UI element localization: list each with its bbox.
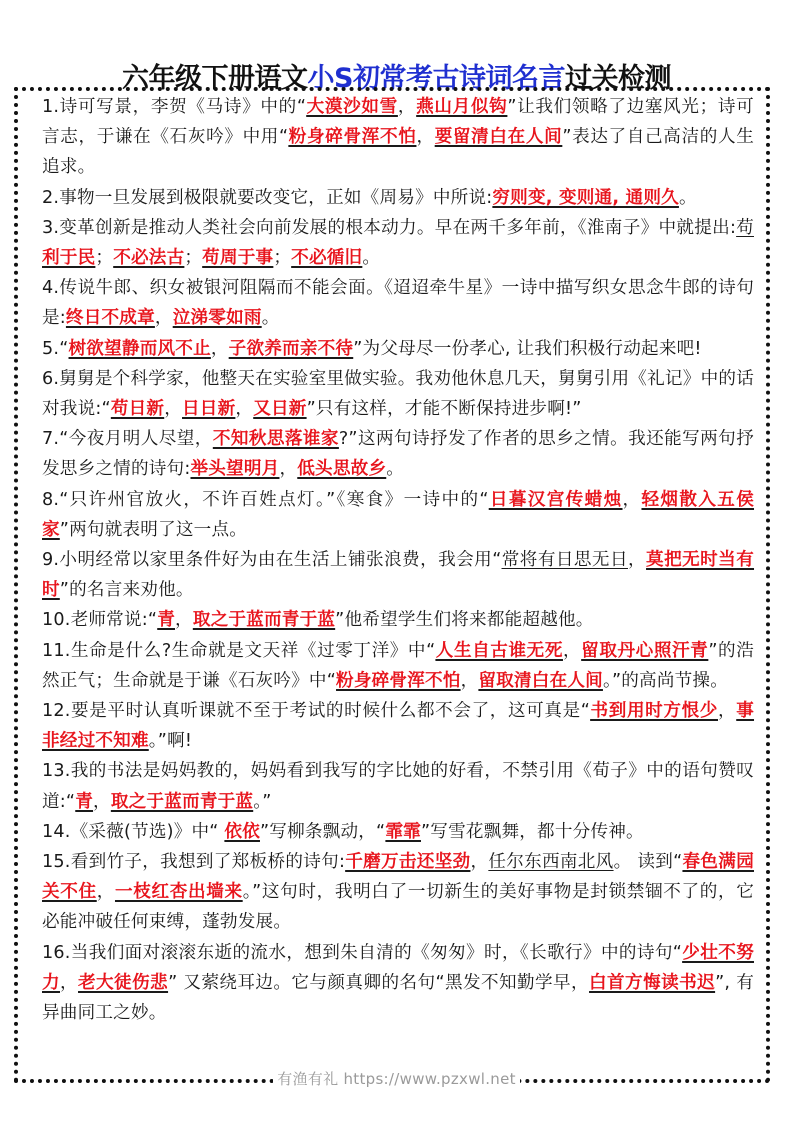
answer-highlight: 不知秋思落谁家 — [212, 429, 339, 450]
question-text: ”让我们领略了边塞风光；诗可言志，于谦在《石灰吟》中用“ — [42, 97, 754, 148]
question-text: ， — [460, 670, 479, 691]
given-underlined-text: 任尔东西南北风 — [488, 852, 614, 873]
title-suffix: 过关检测 — [564, 63, 671, 95]
given-underlined-text: 常将有日思无日 — [501, 550, 628, 571]
answer-highlight: 千磨万击还坚劲 — [345, 852, 471, 873]
question-text: 。 — [386, 459, 405, 480]
question-text: 。 — [678, 187, 697, 208]
question-item — [42, 605, 754, 635]
answer-highlight: 依依 — [224, 821, 260, 842]
answer-highlight: 青 — [157, 610, 176, 631]
question-text: ， — [164, 399, 183, 420]
question-number: 4. — [42, 278, 60, 299]
question-text: ， — [562, 640, 582, 661]
answer-highlight: 留取丹心照汗青 — [581, 640, 709, 661]
question-text: ， — [60, 972, 79, 993]
question-item — [42, 92, 754, 183]
title-accent: 小S初常考古诗词名言 — [307, 63, 565, 95]
question-number: 14. — [42, 821, 71, 842]
question-text: “今夜月明人尽望， — [59, 429, 213, 450]
answer-highlight: 要留清白在人间 — [434, 127, 563, 148]
question-item — [42, 485, 754, 545]
question-text: 变革创新是推动人类社会向前发展的根本动力。早在两千多年前，《淮南子》中就提出: — [59, 217, 737, 238]
question-text: 。”这句时，我明白了一切新生的美好事物是封锁禁锢不了的，它必能冲破任何束缚，蓬勃发展。 — [42, 882, 754, 933]
question-number: 10. — [42, 610, 71, 631]
question-item — [42, 334, 754, 364]
question-text: ， — [93, 791, 111, 812]
question-text: ”的名言来劝他。 — [59, 580, 194, 601]
answer-highlight: 老大徒伤悲 — [78, 972, 169, 993]
question-text: 。 读到“ — [613, 852, 683, 873]
answer-highlight: 日日新 — [182, 399, 236, 420]
question-text: ”只有这样，才能不断保持进步啊!” — [306, 399, 582, 420]
question-text: 诗可写景，李贺《马诗》中的“ — [59, 97, 307, 117]
answer-highlight: 低头思故乡 — [297, 459, 387, 480]
question-text: 。”啊! — [148, 731, 193, 752]
question-text: ?”这两句诗抒发了作者的思乡之情。我还能写两句抒发思乡之情的诗句: — [42, 429, 754, 480]
watermark — [0, 1068, 793, 1089]
question-text: ， — [416, 127, 435, 148]
question-text: ， — [397, 97, 417, 117]
question-list — [42, 92, 754, 1028]
question-text: “ — [59, 338, 69, 359]
question-text: 。 — [261, 308, 280, 329]
question-number: 13. — [42, 761, 71, 782]
question-number: 15. — [42, 852, 71, 873]
answer-highlight: 粉身碎骨浑不怕 — [336, 670, 461, 691]
question-item — [42, 756, 754, 816]
question-text: 。 — [362, 248, 381, 269]
answer-highlight: 事非经过不知难 — [42, 701, 755, 752]
question-text: 当我们面对滚滚东逝的流水，想到朱自清的《匆匆》时，《长歌行》中的诗句“ — [70, 942, 683, 963]
question-text: ， — [622, 489, 642, 510]
question-item — [42, 183, 754, 213]
answer-highlight: 日暮汉宫传蜡烛 — [488, 489, 623, 510]
question-text: 舅舅是个科学家，他整天在实验室里做实验。我劝他休息几天，舅舅引用《礼记》中的话对我说:“ — [42, 368, 754, 420]
answer-highlight: 泣涕零如雨 — [172, 308, 262, 329]
question-item — [42, 636, 754, 696]
question-text: ， — [210, 338, 229, 359]
question-text: ”为父母尽一份孝心, 让我们积极行动起来吧! — [353, 338, 702, 359]
answer-highlight: 举头望明月 — [190, 459, 280, 480]
question-item — [42, 847, 754, 938]
question-text: 传说牛郎、织女被银河阻隔而不能会面。《迢迢牵牛星》一诗中描写织女思念牛郎的诗句是: — [42, 278, 754, 329]
question-text: 看到竹子，我想到了郑板桥的诗句: — [70, 852, 346, 873]
question-number: 6. — [42, 368, 60, 389]
watermark-text: 有渔有礼 https://www.pzxwl.net — [273, 1070, 520, 1088]
question-item — [42, 213, 754, 273]
answer-highlight: 树欲望静而风不止 — [68, 338, 211, 359]
answer-highlight: 燕山月似钩 — [416, 97, 508, 117]
question-text: 老师常说:“ — [70, 610, 158, 631]
question-text: ”写雪花飘舞，都十分传神。 — [420, 821, 644, 842]
question-item — [42, 364, 754, 424]
question-item — [42, 696, 754, 756]
question-text: ， — [154, 308, 173, 329]
question-number: 9. — [42, 550, 60, 571]
answer-highlight: 不必循旧 — [291, 248, 363, 269]
answer-highlight: 不必法古 — [113, 248, 185, 269]
question-item — [42, 545, 754, 605]
question-text: “只许州官放火，不许百姓点灯。”《寒食》一诗中的“ — [59, 489, 489, 510]
answer-highlight: 白首方悔读书迟 — [589, 972, 716, 993]
question-item — [42, 424, 754, 484]
question-text: ， — [235, 399, 254, 420]
question-item — [42, 817, 754, 847]
question-text: ； — [273, 248, 292, 269]
question-number: 12. — [42, 701, 71, 722]
answer-highlight: 少壮不努力 — [42, 942, 754, 993]
question-item — [42, 273, 754, 333]
answer-highlight: 又日新 — [253, 399, 307, 420]
question-text: 事物一旦发展到极限就要改变它，正如《周易》中所说: — [59, 187, 493, 208]
question-item — [42, 938, 754, 1029]
question-text: 生命是什么?生命就是文天祥《过零丁洋》中“ — [70, 640, 436, 661]
question-text: ”他希望学生们将来都能超越他。 — [335, 610, 594, 631]
answer-highlight: 取之于蓝而青于蓝 — [110, 791, 254, 812]
question-text: 要是平时认真听课就不至于考试的时候什么都不会了，这可真是“ — [70, 701, 591, 722]
question-number: 3. — [42, 217, 60, 238]
question-text: 《采薇(节选)》中“ — [70, 821, 225, 842]
answer-highlight: 利于民 — [42, 248, 96, 269]
answer-highlight: 苟日新 — [110, 399, 165, 420]
question-text: ， — [96, 882, 115, 903]
question-text: ”表达了自己高洁的人生追求。 — [42, 127, 754, 178]
question-text: ”, 有异曲同工之妙。 — [42, 972, 754, 1024]
answer-highlight: 霏霏 — [385, 821, 421, 842]
question-text: 我的书法是妈妈教的，妈妈看到我写的字比她的好看，不禁引用《荀子》中的语句赞叹道:“ — [42, 761, 754, 812]
answer-highlight: 轻烟散入五侯家 — [42, 489, 755, 540]
question-text: ， — [718, 701, 737, 722]
question-text: ； — [95, 248, 114, 269]
answer-highlight: 终日不成章 — [65, 308, 155, 329]
answer-highlight: 书到用时方恨少 — [590, 701, 718, 722]
answer-highlight: 大漠沙如雪 — [306, 97, 398, 117]
question-text: ”两句就表明了这一点。 — [59, 519, 248, 540]
answer-highlight: 留取清白在人间 — [478, 670, 603, 691]
answer-highlight: 取之于蓝而青于蓝 — [192, 610, 336, 631]
question-text: 。”的高尚节操。 — [602, 670, 729, 691]
question-text: ， — [175, 610, 193, 631]
question-number: 1. — [42, 97, 60, 117]
question-text: ”写柳条飘动，“ — [259, 821, 386, 842]
answer-highlight: 青 — [75, 791, 94, 812]
given-underlined-text: 苟 — [736, 217, 754, 238]
question-number: 11. — [42, 640, 71, 661]
question-text: ”的浩然正气；生命就是于谦《石灰吟》中“ — [42, 640, 754, 691]
answer-highlight: 苟周于事 — [202, 248, 274, 269]
question-text: 小明经常以家里条件好为由在生活上铺张浪费，我会用“ — [59, 550, 502, 571]
answer-highlight: 一枝红杏出墙来 — [114, 882, 243, 903]
question-number: 2. — [42, 187, 60, 208]
question-number: 7. — [42, 429, 60, 450]
answer-highlight: 子欲养而亲不待 — [228, 338, 354, 359]
question-text: 。” — [253, 791, 272, 812]
question-text: ” 又萦绕耳边。它与颜真卿的名句“黑发不知勤学早， — [168, 972, 590, 993]
answer-highlight: 粉身碎骨浑不怕 — [288, 127, 417, 148]
answer-highlight: 人生自古谁无死 — [435, 640, 563, 661]
question-number: 8. — [42, 489, 60, 510]
question-number: 16. — [42, 942, 71, 963]
question-text: ， — [279, 459, 298, 480]
title-prefix: 六年级下册语文 — [122, 63, 308, 95]
question-text: ； — [184, 248, 203, 269]
question-number: 5. — [42, 338, 60, 359]
answer-highlight: 莫把无时当有时 — [42, 550, 755, 601]
answer-highlight: 穷则变, 变则通, 通则久 — [492, 187, 679, 208]
question-text: ， — [470, 852, 489, 873]
question-text: ， — [628, 550, 647, 571]
answer-highlight: 春色满园关不住 — [42, 852, 754, 903]
